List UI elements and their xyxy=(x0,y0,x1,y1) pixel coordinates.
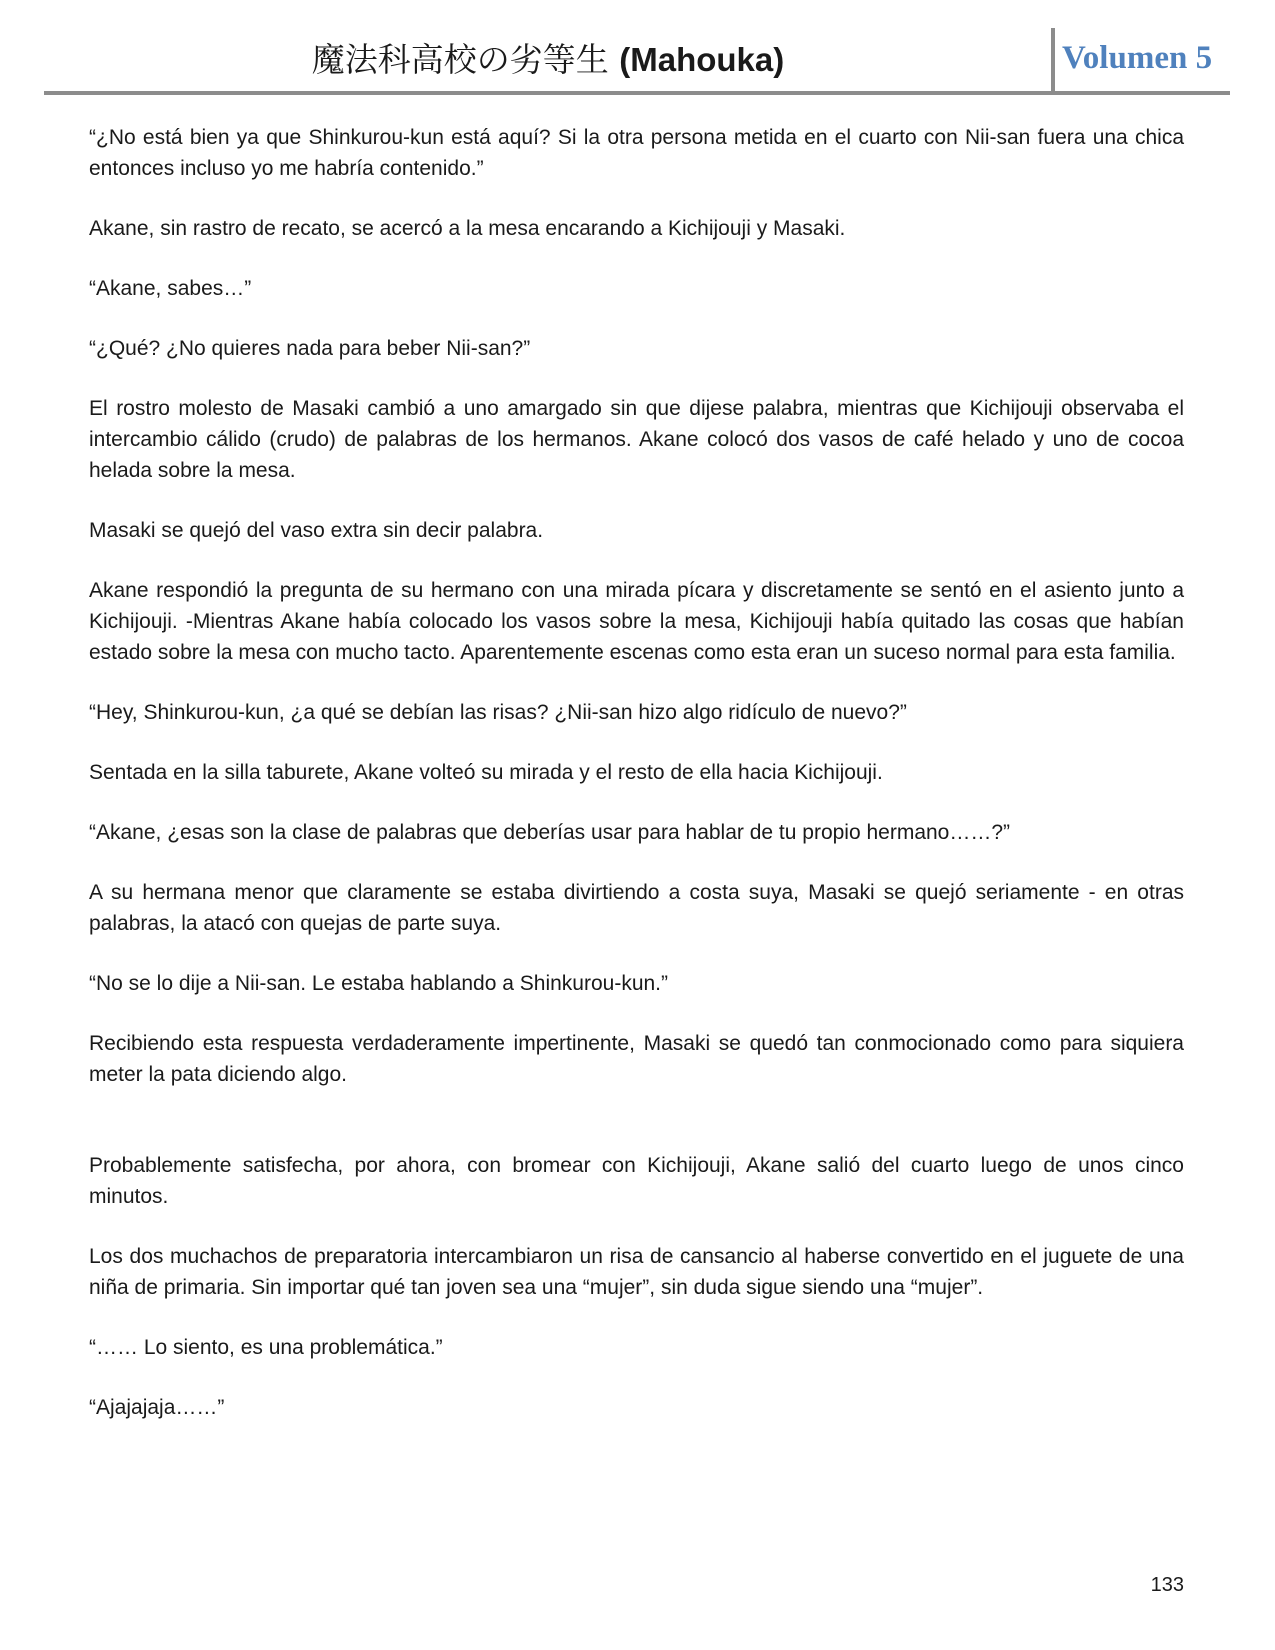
paragraph: “¿Qué? ¿No quieres nada para beber Nii-san?” xyxy=(89,337,531,360)
header-divider xyxy=(1051,28,1055,92)
page-number: 133 xyxy=(1150,1574,1184,1596)
paragraph: “¿No está bien ya que Shinkurou-kun está aquí? Si la otra persona metida en el cuarto con Nii-san fuera una chica entonces incluso yo me habría contenido.” xyxy=(89,126,1184,180)
header-rule xyxy=(44,91,1230,95)
paragraph: “…… Lo siento, es una problemática.” xyxy=(89,1336,443,1359)
paragraph: A su hermana menor que claramente se estaba divirtiendo a costa suya, Masaki se quejó seriamente - en otras palabras, la atacó con quejas de parte suya. xyxy=(89,881,1184,935)
page-body xyxy=(89,122,1184,1452)
page-header xyxy=(44,28,1230,94)
paragraph: “Hey, Shinkurou-kun, ¿a qué se debían las risas? ¿Nii-san hizo algo ridículo de nuevo?” xyxy=(89,701,907,724)
book-title-latin: (Mahouka) xyxy=(619,41,785,78)
paragraph: “Akane, sabes…” xyxy=(89,277,252,300)
paragraph: Sentada en la silla taburete, Akane volteó su mirada y el resto de ella hacia Kichijouji. xyxy=(89,761,883,784)
paragraph: El rostro molesto de Masaki cambió a uno amargado sin que dijese palabra, mientras que Kichijouji observaba el intercambio cálido (crudo) de palabras de los hermanos. Akane colocó dos vasos de café helado y uno de cocoa helada sobre la mesa. xyxy=(89,397,1184,482)
paragraph: Los dos muchachos de preparatoria intercambiaron un risa de cansancio al haberse convertido en el juguete de una niña de primaria. Sin importar qué tan joven sea una “mujer”, sin duda sigue siendo una “mujer”. xyxy=(89,1245,1184,1299)
paragraph: Akane respondió la pregunta de su hermano con una mirada pícara y discretamente se sentó en el asiento junto a Kichijouji. -Mientras Akane había colocado los vasos sobre la mesa, Kichijouji había quitado las cosas que habían estado sobre la mesa con mucho tacto. Aparentemente escenas como esta eran un suceso normal para esta familia. xyxy=(89,579,1184,664)
book-title xyxy=(44,40,1052,80)
paragraph: Probablemente satisfecha, por ahora, con bromear con Kichijouji, Akane salió del cuarto luego de unos cinco minutos. xyxy=(89,1154,1184,1208)
paragraph: Akane, sin rastro de recato, se acercó a la mesa encarando a Kichijouji y Masaki. xyxy=(89,217,846,240)
paragraph: “Akane, ¿esas son la clase de palabras que deberías usar para hablar de tu propio hermano……?” xyxy=(89,821,1011,844)
paragraph: “No se lo dije a Nii-san. Le estaba hablando a Shinkurou-kun.” xyxy=(89,972,669,995)
paragraph: Masaki se quejó del vaso extra sin decir palabra. xyxy=(89,519,544,542)
book-title-japanese: 魔法科高校の劣等生 xyxy=(311,40,609,79)
volume-label: Volumen 5 xyxy=(1062,40,1213,76)
paragraph: “Ajajajaja……” xyxy=(89,1396,225,1419)
paragraph: Recibiendo esta respuesta verdaderamente impertinente, Masaki se quedó tan conmocionado como para siquiera meter la pata diciendo algo. xyxy=(89,1032,1184,1086)
